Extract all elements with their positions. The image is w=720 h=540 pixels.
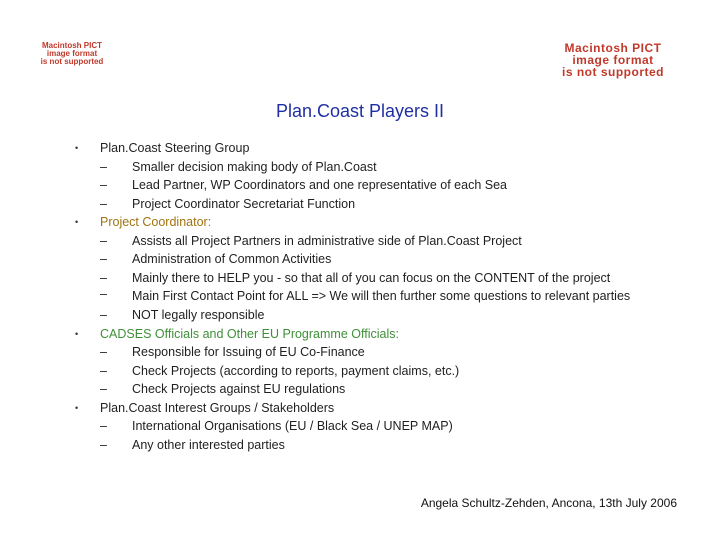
dash-icon: –	[100, 287, 107, 301]
pict-text-line2: image format	[46, 49, 98, 58]
dash-icon: –	[100, 382, 107, 396]
bullet-heading: CADSES Officials and Other EU Programme Officials:	[100, 326, 399, 341]
slide-body	[72, 139, 682, 454]
bullet-cadses-officials	[72, 325, 682, 399]
bullet-icon: •	[75, 143, 79, 153]
bullet-heading: Project Coordinator:	[100, 215, 212, 229]
pict-text-line1: Macintosh PICT	[41, 41, 102, 50]
dash-icon: –	[100, 270, 107, 285]
bullet-interest-groups	[72, 399, 682, 455]
dash-icon: –	[100, 159, 107, 174]
sub-item	[100, 380, 682, 399]
sub-item-text: Any other interested parties	[132, 437, 285, 452]
bullet-heading: Plan.Coast Interest Groups / Stakeholders	[100, 400, 335, 415]
sub-item-text: Administration of Common Activities	[132, 252, 332, 266]
dash-icon: –	[100, 196, 107, 211]
dash-icon: –	[100, 345, 107, 359]
sub-item	[100, 250, 682, 269]
pict-text-line2: image format	[572, 53, 654, 67]
slide-title: Plan.Coast Players II	[275, 101, 445, 121]
sub-item-text: NOT legally responsible	[132, 308, 265, 322]
sub-item-text: International Organisations (EU / Black Sea / UNEP MAP)	[132, 419, 453, 433]
dash-icon: –	[100, 308, 107, 322]
pict-text-line3: is not supported	[40, 57, 104, 66]
sub-item	[100, 287, 682, 306]
sub-item	[100, 158, 682, 177]
unsupported-image-placeholder-large	[533, 42, 693, 78]
dash-icon: –	[100, 178, 107, 192]
pict-text-line1: Macintosh PICT	[564, 41, 662, 55]
sub-item	[100, 362, 682, 381]
bullet-icon: •	[75, 328, 79, 339]
sub-item	[100, 232, 682, 251]
sub-item-text: Project Coordinator Secretariat Function	[132, 196, 356, 211]
sub-item	[100, 176, 682, 195]
bullet-project-coordinator	[72, 213, 682, 325]
dash-icon: –	[100, 233, 107, 248]
sub-item-text: Assists all Project Partners in administrative side of Plan.Coast Project	[132, 233, 522, 248]
dash-icon: –	[100, 419, 107, 433]
sub-item-text: Lead Partner, WP Coordinators and one representative of each Sea	[132, 178, 508, 192]
sub-item-text: Smaller decision making body of Plan.Coast	[132, 159, 377, 174]
bullet-heading: Plan.Coast Steering Group	[100, 141, 250, 155]
bullet-steering-group	[72, 139, 682, 213]
sub-item	[100, 306, 682, 325]
bullet-icon: •	[75, 402, 79, 413]
sub-item-text: Check Projects against EU regulations	[132, 382, 346, 396]
sub-item-text: Check Projects (according to reports, payment claims, etc.)	[132, 363, 460, 378]
sub-item	[100, 417, 682, 436]
bullet-icon: •	[75, 217, 79, 227]
dash-icon: –	[100, 437, 107, 452]
dash-icon: –	[100, 252, 107, 266]
sub-item	[100, 343, 682, 362]
sub-item-text: Responsible for Issuing of EU Co-Finance	[132, 345, 365, 359]
slide-footer: Angela Schultz-Zehden, Ancona, 13th July 2006	[420, 496, 677, 510]
sub-item	[100, 269, 682, 288]
dash-icon: –	[100, 363, 107, 378]
sub-item	[100, 436, 682, 455]
unsupported-image-placeholder-small	[40, 42, 104, 66]
pict-text-line3: is not supported	[562, 65, 664, 79]
sub-item	[100, 195, 682, 214]
sub-item-text: Mainly there to HELP you - so that all of you can focus on the CONTENT of the project	[132, 270, 611, 285]
sub-item-text: Main First Contact Point for ALL => We will then further some questions to relevant parties	[132, 289, 631, 303]
